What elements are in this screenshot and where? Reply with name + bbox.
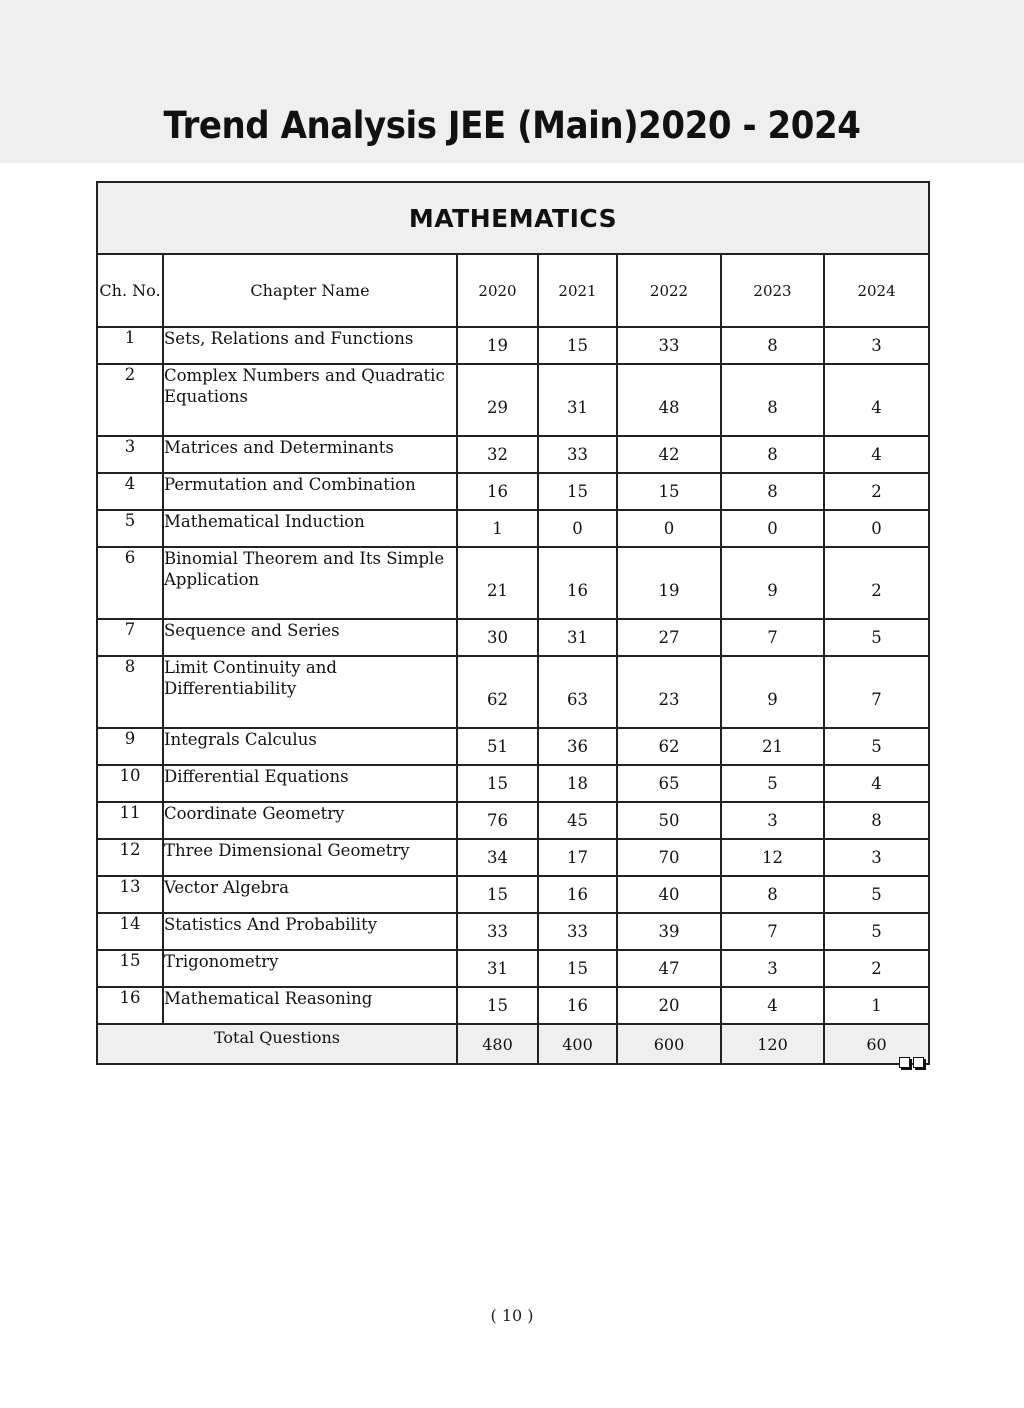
- table-row: [97, 913, 929, 950]
- value-2021: 0: [538, 510, 617, 547]
- chapter-number: 10: [97, 765, 163, 802]
- chapter-number: 4: [97, 473, 163, 510]
- value-2022: 27: [617, 619, 721, 656]
- value-2024: 4: [824, 765, 929, 802]
- value-2021: 15: [538, 473, 617, 510]
- value-2020: 30: [457, 619, 538, 656]
- value-2020: 32: [457, 436, 538, 473]
- chapter-name: Matrices and Determinants: [163, 436, 457, 473]
- table-row: [97, 327, 929, 364]
- table-row: [97, 473, 929, 510]
- value-2022: 20: [617, 987, 721, 1024]
- chapter-name: Coordinate Geometry: [163, 802, 457, 839]
- table-row: [97, 987, 929, 1024]
- value-2021: 16: [538, 987, 617, 1024]
- chapter-name: Integrals Calculus: [163, 728, 457, 765]
- chapter-name: Vector Algebra: [163, 876, 457, 913]
- value-2021: 45: [538, 802, 617, 839]
- value-2023: 3: [721, 802, 824, 839]
- chapter-number: 13: [97, 876, 163, 913]
- value-2024: 4: [824, 436, 929, 473]
- value-2024: 1: [824, 987, 929, 1024]
- value-2021: 16: [538, 547, 617, 619]
- value-2022: 50: [617, 802, 721, 839]
- total-2020: 480: [457, 1024, 538, 1064]
- header-year-2021: 2021: [538, 254, 617, 327]
- chapter-number: 6: [97, 547, 163, 619]
- header-year-2024: 2024: [824, 254, 929, 327]
- chapter-number: 3: [97, 436, 163, 473]
- value-2024: 5: [824, 876, 929, 913]
- value-2020: 15: [457, 876, 538, 913]
- square-icon: [913, 1057, 924, 1068]
- chapter-number: 7: [97, 619, 163, 656]
- trend-table: [96, 181, 930, 1065]
- chapter-number: 8: [97, 656, 163, 728]
- value-2020: 21: [457, 547, 538, 619]
- table-row: [97, 436, 929, 473]
- value-2023: 5: [721, 765, 824, 802]
- value-2021: 16: [538, 876, 617, 913]
- chapter-name: Complex Numbers and Quadratic Equations: [163, 364, 457, 436]
- chapter-number: 12: [97, 839, 163, 876]
- chapter-name: Three Dimensional Geometry: [163, 839, 457, 876]
- table-row: [97, 765, 929, 802]
- value-2022: 62: [617, 728, 721, 765]
- value-2021: 31: [538, 364, 617, 436]
- total-row: [97, 1024, 929, 1064]
- value-2021: 63: [538, 656, 617, 728]
- value-2022: 0: [617, 510, 721, 547]
- value-2020: 19: [457, 327, 538, 364]
- chapter-number: 9: [97, 728, 163, 765]
- chapter-name: Mathematical Induction: [163, 510, 457, 547]
- value-2023: 7: [721, 619, 824, 656]
- table-row: [97, 876, 929, 913]
- value-2024: 2: [824, 547, 929, 619]
- value-2022: 33: [617, 327, 721, 364]
- value-2023: 8: [721, 364, 824, 436]
- chapter-name: Binomial Theorem and Its Simple Application: [163, 547, 457, 619]
- value-2023: 3: [721, 950, 824, 987]
- value-2021: 33: [538, 436, 617, 473]
- chapter-number: 14: [97, 913, 163, 950]
- chapter-number: 1: [97, 327, 163, 364]
- value-2022: 65: [617, 765, 721, 802]
- value-2022: 15: [617, 473, 721, 510]
- value-2020: 29: [457, 364, 538, 436]
- value-2023: 9: [721, 656, 824, 728]
- value-2020: 34: [457, 839, 538, 876]
- value-2023: 8: [721, 436, 824, 473]
- value-2022: 19: [617, 547, 721, 619]
- value-2023: 21: [721, 728, 824, 765]
- value-2021: 17: [538, 839, 617, 876]
- double-square-icon: [899, 1057, 924, 1068]
- value-2024: 8: [824, 802, 929, 839]
- total-2022: 600: [617, 1024, 721, 1064]
- value-2023: 9: [721, 547, 824, 619]
- total-2021: 400: [538, 1024, 617, 1064]
- value-2024: 0: [824, 510, 929, 547]
- value-2020: 1: [457, 510, 538, 547]
- table-row: [97, 950, 929, 987]
- value-2023: 8: [721, 876, 824, 913]
- value-2020: 15: [457, 987, 538, 1024]
- subject-heading: MATHEMATICS: [97, 182, 929, 254]
- table-row: [97, 364, 929, 436]
- total-2024: 60: [824, 1024, 929, 1064]
- value-2021: 15: [538, 950, 617, 987]
- value-2020: 33: [457, 913, 538, 950]
- value-2024: 5: [824, 913, 929, 950]
- value-2023: 8: [721, 473, 824, 510]
- chapter-name: Sets, Relations and Functions: [163, 327, 457, 364]
- chapter-number: 5: [97, 510, 163, 547]
- header-ch-no: Ch. No.: [97, 254, 163, 327]
- total-label: Total Questions: [97, 1024, 457, 1064]
- value-2020: 51: [457, 728, 538, 765]
- value-2020: 15: [457, 765, 538, 802]
- value-2022: 48: [617, 364, 721, 436]
- table-row: [97, 510, 929, 547]
- value-2020: 62: [457, 656, 538, 728]
- chapter-name: Limit Continuity and Differentiability: [163, 656, 457, 728]
- table-row: [97, 547, 929, 619]
- value-2020: 16: [457, 473, 538, 510]
- header-year-2023: 2023: [721, 254, 824, 327]
- value-2023: 12: [721, 839, 824, 876]
- table-row: [97, 802, 929, 839]
- header-year-2022: 2022: [617, 254, 721, 327]
- value-2024: 7: [824, 656, 929, 728]
- header-chapter-name: Chapter Name: [163, 254, 457, 327]
- value-2024: 4: [824, 364, 929, 436]
- subject-row: [97, 182, 929, 254]
- value-2021: 33: [538, 913, 617, 950]
- table-row: [97, 728, 929, 765]
- value-2022: 40: [617, 876, 721, 913]
- value-2023: 8: [721, 327, 824, 364]
- value-2024: 2: [824, 473, 929, 510]
- value-2022: 23: [617, 656, 721, 728]
- chapter-number: 15: [97, 950, 163, 987]
- chapter-name: Trigonometry: [163, 950, 457, 987]
- value-2023: 0: [721, 510, 824, 547]
- chapter-name: Sequence and Series: [163, 619, 457, 656]
- value-2023: 7: [721, 913, 824, 950]
- value-2020: 31: [457, 950, 538, 987]
- value-2022: 42: [617, 436, 721, 473]
- table-row: [97, 619, 929, 656]
- total-2023: 120: [721, 1024, 824, 1064]
- value-2022: 47: [617, 950, 721, 987]
- value-2020: 76: [457, 802, 538, 839]
- table-row: [97, 839, 929, 876]
- chapter-name: Permutation and Combination: [163, 473, 457, 510]
- value-2022: 70: [617, 839, 721, 876]
- chapter-number: 2: [97, 364, 163, 436]
- page-number: ( 10 ): [490, 1306, 534, 1325]
- chapter-name: Statistics And Probability: [163, 913, 457, 950]
- value-2023: 4: [721, 987, 824, 1024]
- chapter-name: Mathematical Reasoning: [163, 987, 457, 1024]
- value-2024: 3: [824, 327, 929, 364]
- square-icon: [899, 1057, 910, 1068]
- value-2022: 39: [617, 913, 721, 950]
- value-2024: 3: [824, 839, 929, 876]
- chapter-number: 16: [97, 987, 163, 1024]
- header-year-2020: 2020: [457, 254, 538, 327]
- chapter-number: 11: [97, 802, 163, 839]
- value-2024: 5: [824, 728, 929, 765]
- value-2021: 15: [538, 327, 617, 364]
- chapter-name: Differential Equations: [163, 765, 457, 802]
- value-2021: 31: [538, 619, 617, 656]
- page-title: Trend Analysis JEE (Main)2020 - 2024: [163, 104, 861, 147]
- value-2024: 5: [824, 619, 929, 656]
- value-2024: 2: [824, 950, 929, 987]
- value-2021: 36: [538, 728, 617, 765]
- table-row: [97, 656, 929, 728]
- value-2021: 18: [538, 765, 617, 802]
- column-header-row: [97, 254, 929, 327]
